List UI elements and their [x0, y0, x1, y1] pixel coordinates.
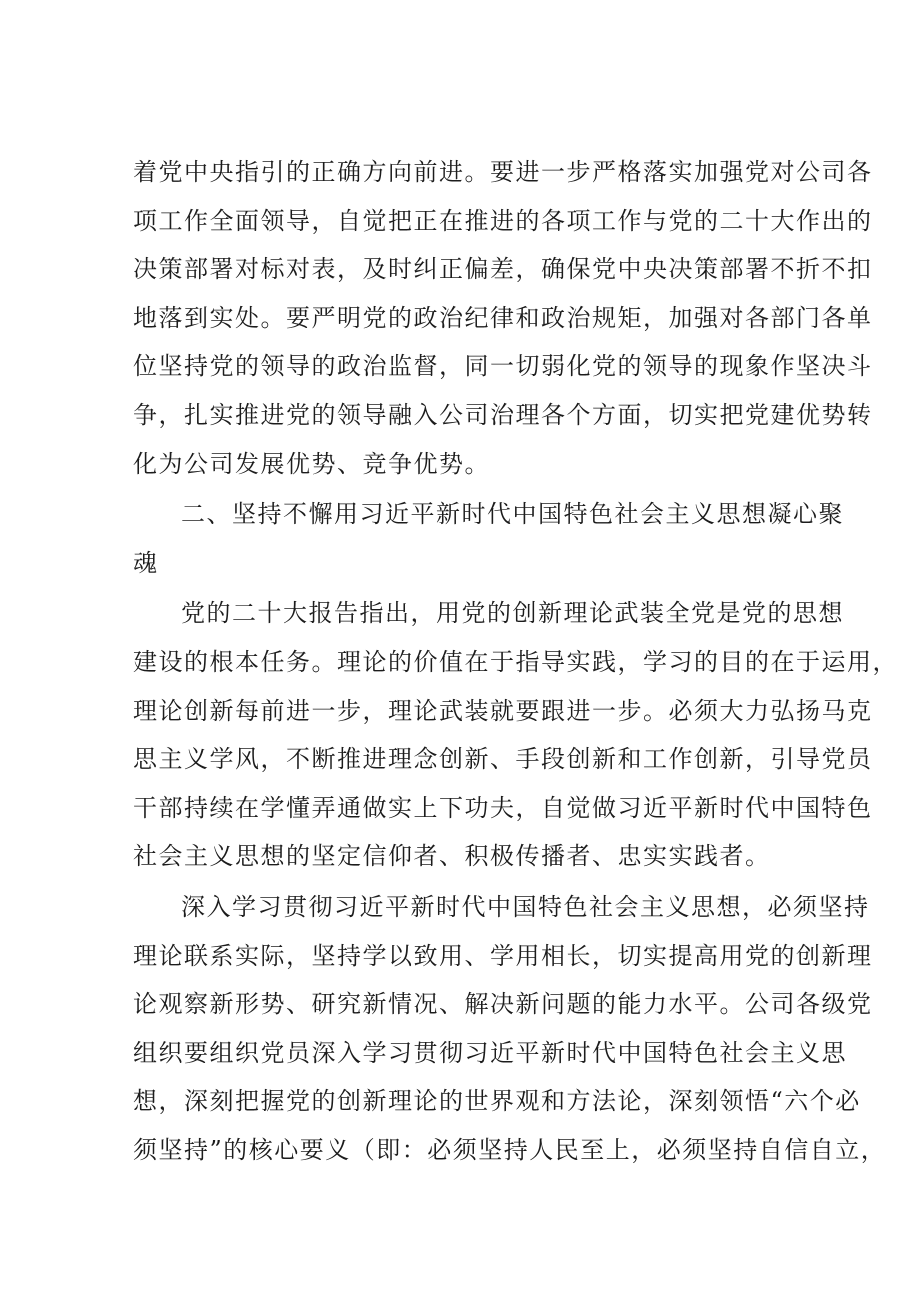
- text-line: 理论创新每前进一步，理论武装就要跟进一步。必须大力弘扬马克: [133, 696, 873, 725]
- heading-line: 二、坚持不懈用习近平新时代中国特色社会主义思想凝心聚: [181, 500, 844, 529]
- text-line: 思主义学风，不断推进理念创新、手段创新和工作创新，引导党员: [133, 745, 873, 774]
- text-line: 想，深刻把握党的创新理论的世界观和方法论，深刻领悟“六个必: [133, 1087, 861, 1116]
- text-line: 干部持续在学懂弄通做实上下功夫，自觉做习近平新时代中国特色: [133, 793, 873, 822]
- document-body: [133, 152, 898, 1178]
- paragraph-continuation: [133, 152, 873, 492]
- text-line: 建设的根本任务。理论的价值在于指导实践，学习的目的在于运用，: [133, 647, 898, 676]
- heading-line: 魂: [133, 548, 159, 577]
- text-line: 决策部署对标对表，及时纠正偏差，确保党中央决策部署不折不扣: [133, 255, 873, 284]
- section-heading: [133, 494, 844, 591]
- text-line: 地落到实处。要严明党的政治纪律和政治规矩，加强对各部门各单: [133, 303, 873, 332]
- paragraph: [133, 593, 898, 885]
- paragraph: [133, 887, 887, 1179]
- text-line: 社会主义思想的坚定信仰者、积极传播者、忠实实践者。: [133, 842, 771, 871]
- text-line: 须坚持”的核心要义（即：必须坚持人民至上，必须坚持自信自立，: [133, 1135, 887, 1164]
- text-line: 深入学习贯彻习近平新时代中国特色社会主义思想，必须坚持: [181, 892, 870, 921]
- text-line: 组织要组织党员深入学习贯彻习近平新时代中国特色社会主义思: [133, 1038, 847, 1067]
- text-line: 争，扎实推进党的领导融入公司治理各个方面，切实把党建优势转: [133, 400, 873, 429]
- text-line: 位坚持党的领导的政治监督，同一切弱化党的领导的现象作坚决斗: [133, 352, 873, 381]
- text-line: 党的二十大报告指出，用党的创新理论武装全党是党的思想: [181, 599, 844, 628]
- text-line: 论观察新形势、研究新情况、解决新问题的能力水平。公司各级党: [133, 990, 873, 1019]
- text-line: 理论联系实际，坚持学以致用、学用相长，切实提高用党的创新理: [133, 941, 873, 970]
- text-line: 化为公司发展优势、竞争优势。: [133, 449, 490, 478]
- text-line: 着党中央指引的正确方向前进。要进一步严格落实加强党对公司各: [133, 158, 873, 186]
- text-line: 项工作全面领导，自觉把正在推进的各项工作与党的二十大作出的: [133, 206, 873, 235]
